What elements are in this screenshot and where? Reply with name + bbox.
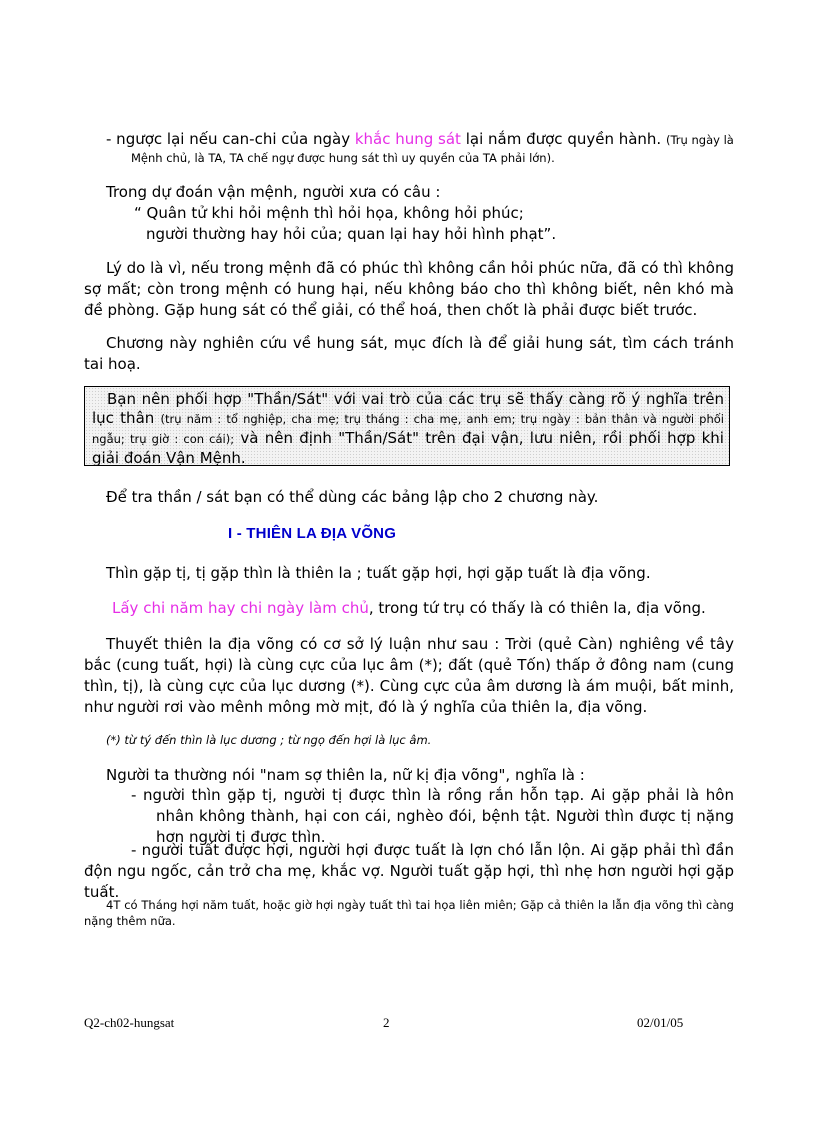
- highlight-box: [84, 386, 730, 466]
- section-heading: I - THIÊN LA ĐỊA VÕNG: [228, 525, 397, 542]
- footer-page-number: 2: [383, 1015, 390, 1030]
- p1-small-note: (Trụ ngày là: [665, 133, 734, 147]
- paragraph-1-line2: Mệnh chủ, là TA, TA chế ngự được hung sát thì uy quyền của TA phải lớn).: [131, 151, 555, 165]
- p7-text: , trong tứ trụ có thấy là có thiên la, địa võng.: [368, 599, 706, 617]
- footnote-italic: (*) từ tý đến thìn là lục dương ; từ ngọ đến hợi là lục âm.: [106, 733, 432, 747]
- paragraph-8: Thuyết thiên la địa võng có cơ sở lý luận như sau : Trời (quẻ Càn) nghiêng về tây bắc (cung tuất, hợi) là cùng cực của lục âm (*); đất (quẻ Tốn) thấp ở đông nam (cung thìn, tị), là cùng cực của lục dương (*). Cùng cực của âm dương là ám muội, bất minh, như người rơi vào mênh mông mờ mịt, đó là ý nghĩa của thiên la, địa võng.: [84, 635, 734, 716]
- paragraph-9-item1: - người thìn gặp tị, người tị được thìn là rồng rắn hỗn tạp. Ai gặp phải là hôn nhân không thành, hại con cái, nghèo đói, bệnh tật. Người thìn được tị nặng hơn người tị được thìn.: [131, 786, 734, 846]
- paragraph-3: Lý do là vì, nếu trong mệnh đã có phúc thì không cần hỏi phúc nữa, đã có thì không sợ mất; còn trong mệnh có hung hại, nếu không báo cho thì không biết, nên khó mà đề phòng. Gặp hung sát có thể giải, có thể hoá, then chốt là phải được biết trước.: [84, 259, 734, 319]
- paragraph-6: Thìn gặp tị, tị gặp thìn là thiên la ; tuất gặp hợi, hợi gặp tuất là địa võng.: [106, 564, 651, 582]
- paragraph-2-line2: “ Quân tử khi hỏi mệnh thì hỏi họa, không hỏi phúc;: [134, 204, 524, 222]
- paragraph-7: [112, 598, 706, 619]
- p1-text-a: - ngược lại nếu can-chi của ngày: [106, 130, 355, 148]
- paragraph-2-line1: Trong dự đoán vận mệnh, người xưa có câu :: [106, 183, 441, 201]
- p1-text-b: lại nắm được quyền hành.: [460, 130, 666, 148]
- box-text-a: Bạn nên phối hợp "Thần/Sát" với vai trò của các trụ sẽ thấy càng rõ ý nghĩa trên lục thân: [92, 390, 724, 427]
- paragraph-10: 4T có Tháng hợi năm tuất, hoặc giờ hợi ngày tuất thì tai họa liên miên; Gặp cả thiên la lẫn địa võng thì càng nặng thêm nữa.: [84, 898, 734, 928]
- p7-highlight: Lấy chi năm hay chi ngày làm chủ: [112, 599, 369, 617]
- paragraph-2-line3: người thường hay hỏi của; quan lại hay hỏi hình phạt”.: [146, 225, 557, 243]
- paragraph-9-line1: Người ta thường nói "nam sợ thiên la, nữ kị địa võng", nghĩa là :: [106, 766, 585, 784]
- paragraph-9-item2: - người tuất được hợi, người hợi được tuất là lợn chó lẫn lộn. Ai gặp phải thì đần độn ngu ngốc, cản trở cha mẹ, khắc vợ. Người tuất gặp hợi, thì nhẹ hơn người hợi gặp tuất.: [84, 841, 734, 901]
- box-text-b: và nên định "Thần/Sát" trên đại vận, lưu niên, rồi phối hợp khi giải đoán Vận Mệnh.: [92, 429, 724, 467]
- paragraph-1: [106, 129, 746, 150]
- p1-highlight: khắc hung sát: [354, 130, 461, 148]
- footer-date: 02/01/05: [637, 1015, 684, 1030]
- box-small-text: (trụ năm : tổ nghiệp, cha mẹ; trụ tháng : cha mẹ, anh em; trụ ngày : bản thân và người phối ngẫu; trụ giờ : con cái);: [92, 412, 725, 446]
- paragraph-4: Chương này nghiên cứu về hung sát, mục đích là để giải hung sát, tìm cách tránh tai hoạ.: [84, 334, 734, 373]
- paragraph-5: Để tra thần / sát bạn có thể dùng các bảng lập cho 2 chương này.: [106, 488, 599, 506]
- footer-filename: Q2-ch02-hungsat: [84, 1015, 175, 1030]
